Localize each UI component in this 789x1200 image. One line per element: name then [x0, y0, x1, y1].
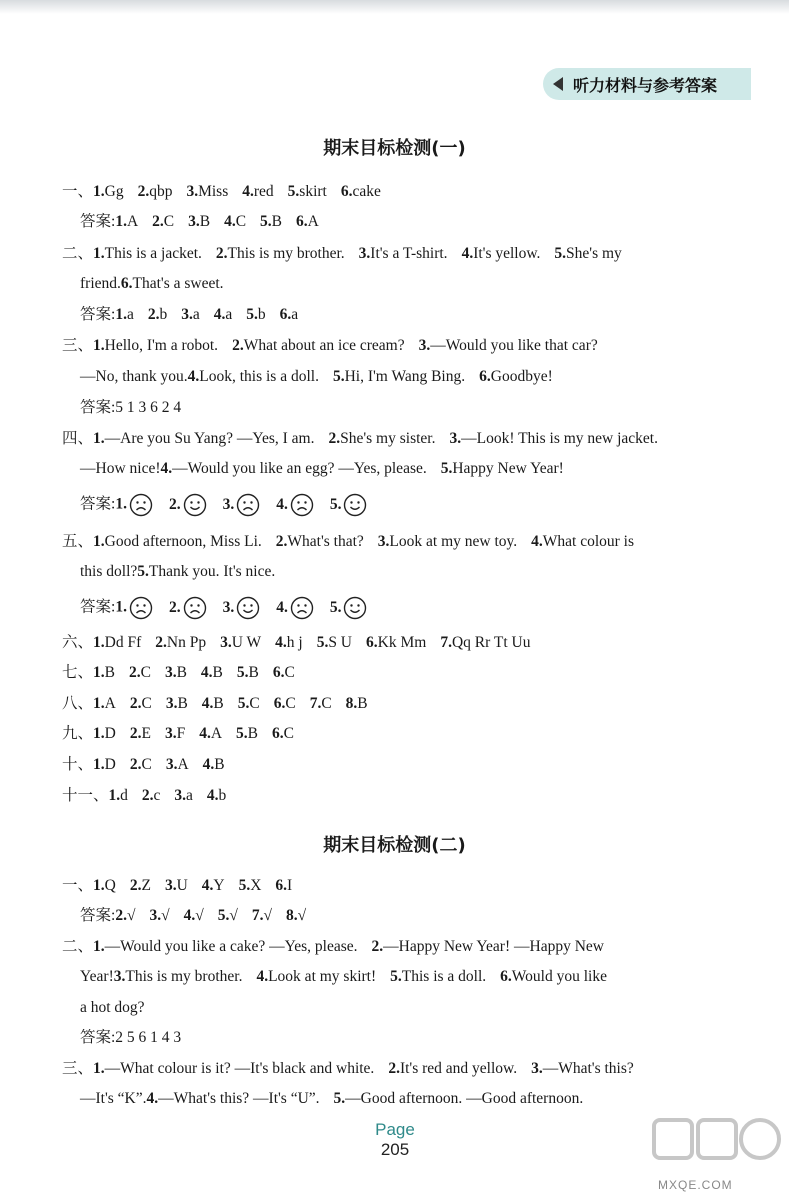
item-text: friend. [80, 275, 121, 292]
item-text: —Would you like that car? [430, 337, 598, 354]
item-text: This is a jacket. [104, 245, 202, 262]
item-text: B [248, 664, 259, 681]
item-number: 3. [174, 787, 187, 804]
item-text: √ [263, 907, 273, 924]
item-text: 答案: [80, 213, 116, 230]
item-number: 2. [328, 430, 341, 447]
item-number: 3. [165, 756, 178, 773]
item-text: —Happy New Year! —Happy New [383, 938, 604, 955]
item-number: 1. [93, 245, 105, 262]
item-text: Q [104, 877, 116, 894]
s1-q3-line1 [62, 336, 598, 356]
item-text: —Would you like a cake? —Yes, please. [104, 938, 358, 955]
item-text: Hi, I'm Wang Bing. [344, 368, 466, 385]
item-text: 八、 [62, 695, 94, 712]
item-number: 1. [115, 495, 127, 513]
item-text: B [176, 664, 187, 681]
item-text: D [104, 725, 116, 742]
item-number: 1. [93, 938, 105, 955]
item-text: qbp [149, 183, 173, 200]
item-text: b [257, 306, 266, 323]
item-text: This is my brother. [227, 245, 345, 262]
item-number: 4. [187, 368, 200, 385]
sad-face-icon [183, 596, 207, 620]
s2-q2-line3: a hot dog? [80, 999, 145, 1016]
item-number: 7. [309, 695, 322, 712]
item-text: √ [126, 907, 136, 924]
item-number: 4. [160, 460, 173, 477]
item-text: C [321, 695, 332, 712]
item-text: E [141, 725, 151, 742]
happy-face-icon [236, 596, 260, 620]
item-number: 4. [201, 695, 214, 712]
item-number: 4. [206, 787, 219, 804]
item-number: 1. [115, 306, 127, 323]
item-number: 1. [93, 725, 105, 742]
sad-face-icon [236, 493, 260, 517]
item-text: B [104, 664, 115, 681]
s2-q1 [62, 876, 292, 896]
item-number: 5. [390, 968, 402, 985]
s1-a4 [80, 493, 371, 517]
item-number: 4. [531, 533, 543, 550]
item-text: C [163, 213, 175, 230]
section1-title: 期末目标检测(一) [323, 138, 466, 159]
item-text: C [249, 695, 260, 712]
item-text: C [284, 664, 295, 681]
item-text: —Look! This is my new jacket. [461, 430, 658, 447]
item-text: skirt [299, 183, 327, 200]
item-number: 5. [332, 368, 345, 385]
item-number: 4. [256, 968, 269, 985]
sad-face-icon [129, 493, 153, 517]
item-number: 3. [418, 337, 431, 354]
item-text: Would you like [511, 968, 607, 985]
item-number: 3. [222, 598, 235, 616]
s1-q9 [62, 724, 294, 744]
item-number: 2. [155, 634, 167, 651]
item-text: C [235, 213, 247, 230]
item-text: cake [352, 183, 381, 200]
item-number: 3. [181, 306, 193, 323]
s2-q2-line1 [62, 937, 604, 957]
item-number: 5. [237, 695, 250, 712]
item-text: 九、 [62, 725, 94, 742]
item-text: Happy New Year! [452, 460, 564, 477]
item-number: 1. [115, 213, 127, 230]
section2-title: 期末目标检测(二) [323, 835, 466, 856]
page-number: 205 [380, 1140, 410, 1159]
item-number: 6. [275, 877, 288, 894]
s1-q2-line2 [80, 274, 224, 294]
item-number: 6. [272, 664, 285, 681]
item-number: 1. [93, 634, 105, 651]
item-text: That's a sweet. [132, 275, 224, 292]
s1-q7 [62, 663, 295, 683]
item-text: B [199, 213, 211, 230]
item-text: This is my brother. [125, 968, 243, 985]
item-number: 3. [220, 634, 232, 651]
item-text: b [159, 306, 168, 323]
item-text: h j [286, 634, 303, 651]
item-number: 7. [251, 907, 264, 924]
item-number: 5. [238, 877, 251, 894]
page-top-edge [0, 0, 789, 14]
item-number: 1. [93, 877, 105, 894]
item-number: 6. [296, 213, 308, 230]
item-number: 1. [115, 598, 127, 616]
item-text: B [271, 213, 283, 230]
item-number: 3. [531, 1060, 543, 1077]
item-text: C [141, 756, 152, 773]
item-text: She's my sister. [340, 430, 436, 447]
item-number: 3. [165, 695, 178, 712]
item-text: F [176, 725, 186, 742]
item-text: Look at my new toy. [389, 533, 518, 550]
item-number: 6. [340, 183, 353, 200]
item-number: 3. [377, 533, 390, 550]
item-number: 2. [129, 877, 142, 894]
item-text: I [287, 877, 293, 894]
happy-face-icon [183, 493, 207, 517]
item-number: 2. [168, 495, 181, 513]
item-text: Look at my skirt! [268, 968, 377, 985]
s1-a1 [80, 212, 319, 232]
item-text: c [153, 787, 161, 804]
item-number: 5. [236, 725, 248, 742]
item-text: What's that? [287, 533, 364, 550]
item-text: It's yellow. [473, 245, 541, 262]
item-text: —What's this? [542, 1060, 634, 1077]
item-number: 5. [440, 460, 453, 477]
item-number: 4. [275, 634, 287, 651]
item-text: —Are you Su Yang? —Yes, I am. [104, 430, 315, 447]
item-number: 2. [147, 306, 160, 323]
item-number: 3. [164, 664, 177, 681]
item-text: —How nice! [80, 460, 161, 477]
item-number: 2. [371, 938, 384, 955]
page-label: Page [375, 1120, 415, 1139]
item-text: 二、 [62, 245, 94, 262]
item-number: 1. [93, 695, 105, 712]
item-number: 2. [141, 787, 154, 804]
item-number: 4. [183, 907, 196, 924]
item-text: Kk Mm [377, 634, 427, 651]
item-number: 4. [199, 725, 211, 742]
item-number: 2. [168, 598, 181, 616]
item-text: a [192, 306, 200, 323]
s2-q2-line2 [80, 967, 607, 987]
section-header-tab [543, 68, 751, 100]
item-text: S U [328, 634, 353, 651]
item-text: It's red and yellow. [399, 1060, 518, 1077]
item-number: 1. [93, 756, 105, 773]
item-text: Nn Pp [166, 634, 207, 651]
item-text: This is a doll. [401, 968, 487, 985]
item-number: 3. [164, 725, 177, 742]
item-number: 1. [108, 787, 121, 804]
item-number: 1. [93, 183, 105, 200]
item-number: 5. [246, 306, 258, 323]
item-number: 2. [129, 695, 142, 712]
item-text: 三、 [62, 337, 94, 354]
item-text: √ [297, 907, 307, 924]
item-text: Miss [198, 183, 229, 200]
item-number: 1. [93, 1060, 105, 1077]
item-text: A [177, 756, 189, 773]
item-number: 5. [333, 1090, 346, 1107]
item-text: —Would you like an egg? —Yes, please. [172, 460, 427, 477]
item-number: 2. [115, 907, 127, 924]
item-text: —No, thank you. [80, 368, 188, 385]
item-number: 4. [276, 495, 288, 513]
item-text: B [247, 725, 258, 742]
item-text: 六、 [62, 634, 94, 651]
item-number: 5. [217, 907, 230, 924]
item-number: 6. [366, 634, 378, 651]
item-text: B [213, 695, 224, 712]
triangle-left-icon [553, 77, 563, 91]
item-number: 2. [128, 664, 141, 681]
item-text: √ [195, 907, 204, 924]
item-text: A [126, 213, 139, 230]
s1-q11 [62, 786, 226, 806]
item-text: B [177, 695, 188, 712]
item-text: X [250, 877, 262, 894]
item-number: 3. [149, 907, 162, 924]
item-number: 5. [260, 213, 272, 230]
item-text: a [126, 306, 134, 323]
item-number: 4. [276, 598, 288, 616]
item-number: 1. [93, 337, 105, 354]
item-text: Qq Rr Tt Uu [451, 634, 531, 651]
item-text: 四、 [62, 430, 94, 447]
item-text: C [141, 695, 152, 712]
item-text: 十一、 [62, 787, 109, 804]
item-number: 4. [242, 183, 254, 200]
item-text: a [186, 787, 193, 804]
item-number: 5. [554, 245, 567, 262]
item-number: 4. [461, 245, 474, 262]
item-number: 4. [224, 213, 236, 230]
s1-a3: 答案:5 1 3 6 2 4 [80, 399, 182, 416]
item-number: 2. [152, 213, 164, 230]
s2-a2: 答案:2 5 6 1 4 3 [80, 1029, 182, 1046]
item-text: 五、 [62, 533, 94, 550]
item-text: C [140, 664, 151, 681]
happy-face-icon [343, 493, 367, 517]
item-number: 8. [286, 907, 298, 924]
sad-face-icon [129, 596, 153, 620]
item-text: C [285, 695, 296, 712]
item-number: 7. [440, 634, 452, 651]
item-number: 4. [201, 877, 214, 894]
item-text: a [291, 306, 299, 323]
s1-q6 [62, 633, 530, 653]
item-number: 6. [479, 368, 491, 385]
item-text: 二、 [62, 938, 94, 955]
item-text: B [357, 695, 368, 712]
item-text: Y [213, 877, 225, 894]
item-text: 十、 [62, 756, 94, 773]
item-text: C [283, 725, 294, 742]
s1-q2-line1 [62, 244, 622, 264]
s1-q4-line1 [62, 429, 658, 449]
item-number: 1. [93, 664, 105, 681]
item-text: 一、 [62, 183, 94, 200]
item-text: red [253, 183, 274, 200]
item-text: —What colour is it? —It's black and white. [104, 1060, 375, 1077]
sad-face-icon [290, 596, 314, 620]
item-number: 6. [500, 968, 512, 985]
s1-q3-line2 [80, 367, 553, 387]
item-text: Gg [104, 183, 124, 200]
item-text: A [104, 695, 116, 712]
item-text: b [218, 787, 227, 804]
s2-a1 [80, 906, 306, 926]
item-number: 3. [188, 213, 200, 230]
item-number: 2. [129, 756, 142, 773]
item-number: 6. [271, 725, 284, 742]
item-text: What about an ice cream? [243, 337, 405, 354]
item-text: U W [231, 634, 262, 651]
s1-q1 [62, 182, 381, 202]
item-number: 4. [213, 306, 226, 323]
s2-q3-line2 [80, 1089, 583, 1109]
item-text: Year! [80, 968, 114, 985]
item-number: 4. [146, 1090, 159, 1107]
item-number: 6. [273, 695, 286, 712]
item-text: Good afternoon, Miss Li. [104, 533, 262, 550]
item-text: Hello, I'm a robot. [104, 337, 219, 354]
item-number: 2. [275, 533, 288, 550]
item-number: 2. [232, 337, 244, 354]
item-text: 七、 [62, 664, 94, 681]
happy-face-icon [343, 596, 367, 620]
answer-label: 答案: [80, 598, 116, 616]
s1-q5-line2 [80, 562, 275, 582]
item-text: —Good afternoon. —Good afternoon. [345, 1090, 584, 1107]
item-text: 答案: [80, 907, 116, 924]
s1-q4-line2 [80, 459, 564, 479]
item-text: B [214, 756, 225, 773]
item-text: D [104, 756, 116, 773]
item-text: It's a T-shirt. [370, 245, 448, 262]
item-number: 3. [358, 245, 371, 262]
header-tab-label: 听力材料与参考答案 [573, 75, 718, 95]
s2-q3-line1 [62, 1059, 634, 1079]
item-number: 5. [329, 598, 342, 616]
watermark-text: MXQE.COM [658, 1178, 733, 1192]
item-text: —What's this? —It's “U”. [158, 1090, 320, 1107]
item-number: 2. [129, 725, 142, 742]
item-text: A [307, 213, 319, 230]
item-number: 5. [137, 563, 149, 580]
answer-label: 答案: [80, 495, 116, 513]
item-number: 5. [329, 495, 342, 513]
item-number: 5. [316, 634, 329, 651]
item-number: 1. [93, 430, 105, 447]
item-number: 6. [279, 306, 292, 323]
sad-face-icon [290, 493, 314, 517]
item-text: √ [229, 907, 238, 924]
item-number: 3. [164, 877, 177, 894]
item-text: Look, this is a doll. [199, 368, 319, 385]
item-number: 6. [120, 275, 133, 292]
item-text: A [210, 725, 223, 742]
s1-q5-line1 [62, 532, 634, 552]
s1-a5 [80, 596, 371, 620]
item-text: What colour is [542, 533, 635, 550]
item-text: this doll? [80, 563, 138, 580]
item-text: a [225, 306, 233, 323]
item-text: Z [141, 877, 151, 894]
item-number: 2. [388, 1060, 400, 1077]
item-number: 2. [137, 183, 150, 200]
item-text: U [176, 877, 188, 894]
item-number: 3. [222, 495, 235, 513]
item-number: 5. [287, 183, 300, 200]
item-number: 5. [236, 664, 249, 681]
item-text: Dd Ff [104, 634, 142, 651]
item-number: 3. [186, 183, 199, 200]
s1-q10 [62, 755, 225, 775]
item-text: 答案: [80, 306, 116, 323]
item-text: 一、 [62, 877, 94, 894]
item-text: d [120, 787, 128, 804]
item-number: 8. [345, 695, 358, 712]
item-number: 3. [113, 968, 126, 985]
item-number: 3. [449, 430, 462, 447]
s1-a2 [80, 305, 298, 325]
item-number: 4. [202, 756, 215, 773]
item-text: —It's “K”. [80, 1090, 147, 1107]
item-text: √ [161, 907, 170, 924]
item-text: 三、 [62, 1060, 94, 1077]
s1-q8 [62, 694, 368, 714]
item-text: Goodbye! [490, 368, 553, 385]
item-text: B [212, 664, 223, 681]
item-number: 2. [215, 245, 228, 262]
item-number: 1. [93, 533, 105, 550]
item-text: Thank you. It's nice. [148, 563, 276, 580]
item-text: She's my [566, 245, 622, 262]
item-number: 4. [200, 664, 213, 681]
